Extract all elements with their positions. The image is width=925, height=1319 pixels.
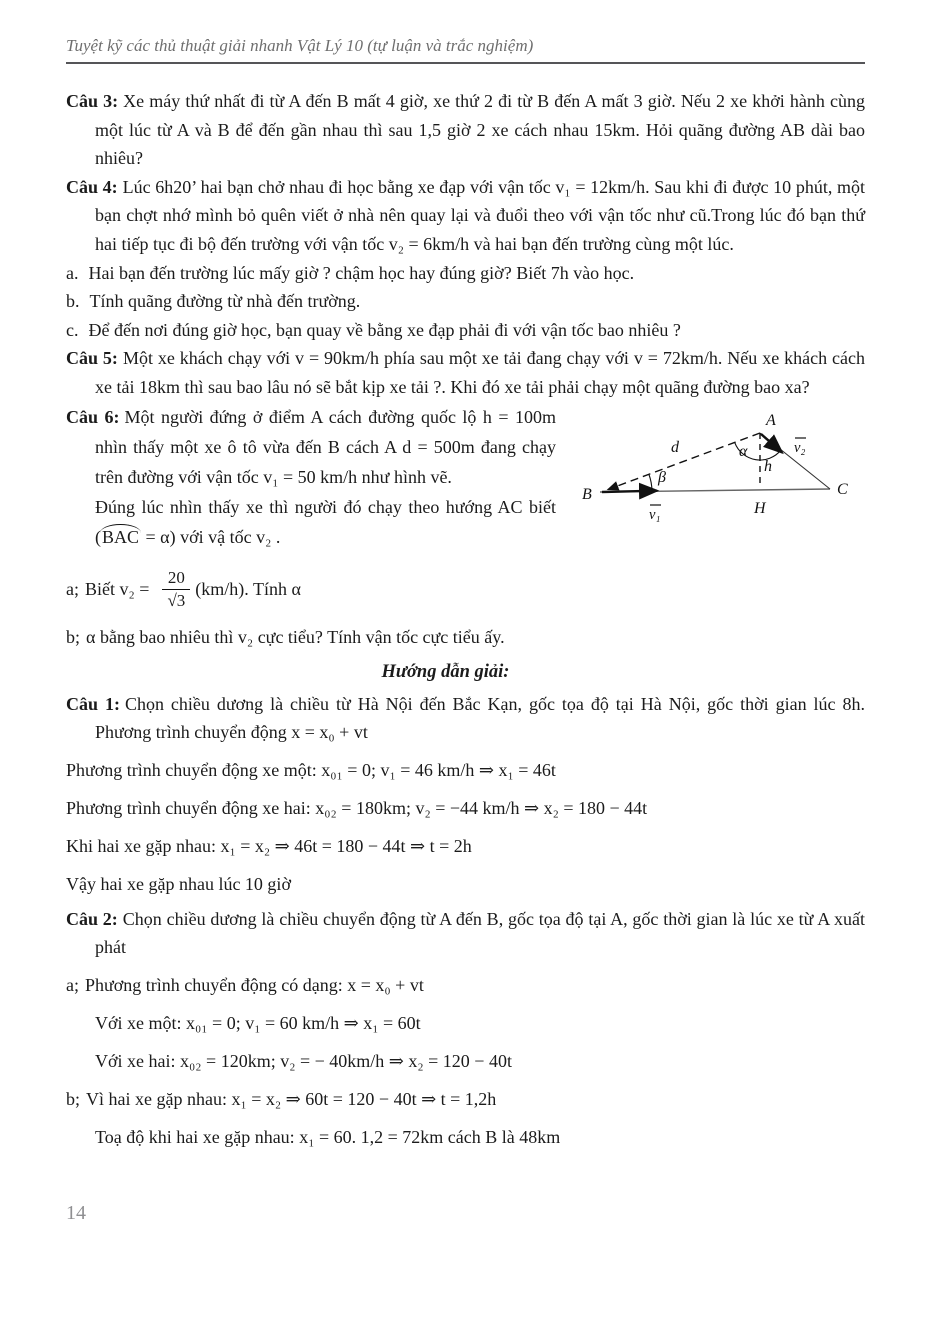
list-item-b <box>66 287 865 316</box>
problem-cau6-text1: Một người đứng ở điểm A cách đường quốc lộ h = 100m nhìn thấy một xe ô tô vừa đến B cách A d = 500m đang chạy trên đường với vận tốc v₁ = 50 km/h như hình vẽ. <box>95 406 556 487</box>
solution-cau2-label: Câu 2: <box>66 908 118 929</box>
figure-label-b: B <box>582 485 592 503</box>
cau6-question-b-text: α bằng bao nhiêu thì v₂ cực tiểu? Tính vận tốc cực tiểu ấy. <box>86 626 505 647</box>
figure-label-beta: β <box>658 468 666 486</box>
solution-cau2-b-text: Vì hai xe gặp nhau: x₁ = x₂ ⇒ 60t = 120 − 40t ⇒ t = 1,2h <box>86 1088 497 1109</box>
solution-cau1-line3: Khi hai xe gặp nhau: x₁ = x₂ ⇒ 46t = 180 − 44t ⇒ t = 2h <box>66 835 472 856</box>
cau6-text2-post: = α) với vậ tốc v₂ . <box>145 526 281 547</box>
solution-cau2-b <box>66 1085 865 1114</box>
page-content <box>66 0 865 1152</box>
list-item-a-marker: a. <box>66 262 79 283</box>
list-item-b-marker: b. <box>66 291 80 312</box>
cau6-question-a-post: (km/h). Tính α <box>195 579 301 600</box>
list-item-c-text: Để đến nơi đúng giờ học, bạn quay về bằng xe đạp phải đi với vận tốc bao nhiêu ? <box>88 319 681 340</box>
solution-cau1 <box>66 690 865 747</box>
solution-cau2-coord: Toạ độ khi hai xe gặp nhau: x₁ = 60. 1,2 = 72km cách B là 48km <box>95 1126 561 1147</box>
cau6-question-a <box>66 561 865 619</box>
problem-cau3 <box>66 87 865 173</box>
problem-cau5 <box>66 344 865 401</box>
figure-label-d: d <box>671 438 679 456</box>
list-item-c <box>66 316 865 345</box>
solution-heading: Hướng dẫn giải: <box>381 661 510 682</box>
problem-cau3-label: Câu 3: <box>66 91 119 111</box>
figure-label-v2: v₂ <box>794 439 806 456</box>
list-item-a <box>66 259 865 288</box>
solution-cau1-label: Câu 1: <box>66 693 120 714</box>
figure-vector-v2 <box>761 434 782 453</box>
page-number: 14 <box>66 1202 86 1224</box>
list-item-b-text: Tính quãng đường từ nhà đến trường. <box>89 291 361 312</box>
problem-cau6-block <box>66 402 865 552</box>
problem-cau4-label: Câu 4: <box>66 176 118 197</box>
cau6-question-a-marker: a; <box>66 579 79 600</box>
figure-cau6-diagram <box>558 408 865 536</box>
solution-cau1-line1: Phương trình chuyển động xe một: x₀₁ = 0; v₁ = 46 km/h ⇒ x₁ = 46t <box>66 759 556 780</box>
problem-cau6 <box>66 402 556 492</box>
figure-label-a: A <box>766 411 776 429</box>
problem-cau6-text2 <box>66 492 556 552</box>
solution-cau2-b-marker: b; <box>66 1088 81 1109</box>
solution-cau2-a-marker: a; <box>66 974 79 995</box>
figure-label-h-point: H <box>754 499 766 517</box>
problem-cau5-label: Câu 5: <box>66 348 118 369</box>
problem-cau4 <box>66 173 865 259</box>
fraction-numerator: 20 <box>167 568 185 588</box>
solution-cau1-line4: Vậy hai xe gặp nhau lúc 10 giờ <box>66 873 291 894</box>
figure-vector-v1 <box>602 490 657 491</box>
problem-cau6-label: Câu 6: <box>66 406 120 427</box>
cau6-question-b <box>66 623 865 652</box>
solution-cau2-xe2: Với xe hai: x₀₂ = 120km; v₂ = − 40km/h ⇒ x₂ = 120 − 40t <box>95 1050 512 1071</box>
solution-cau1-text: Chọn chiều dương là chiều từ Hà Nội đến Bắc Kạn, gốc tọa độ tại Hà Nội, gốc thời gian lúc 8h. Phương trình chuyển động x = x₀ + vt <box>95 693 865 743</box>
solution-cau2-xe1: Với xe một: x₀₁ = 0; v₁ = 60 km/h ⇒ x₁ = 60t <box>95 1012 421 1033</box>
solution-cau2 <box>66 905 865 962</box>
fraction-denominator: √3 <box>162 589 190 611</box>
solution-cau1-line2: Phương trình chuyển động xe hai: x₀₂ = 180km; v₂ = −44 km/h ⇒ x₂ = 180 − 44t <box>66 797 648 818</box>
figure-angle-beta-arc <box>649 474 652 491</box>
figure-label-c: C <box>837 480 848 498</box>
problem-cau4-text: Lúc 6h20’ hai bạn chở nhau đi học bằng xe đạp với vận tốc v₁ = 12km/h. Sau khi đi được 10 phút, một bạn chợt nhớ mình bỏ quên viết ở nhà nên quay lại và đuổi theo với vận tốc như cũ.Trong lúc đó bạn thứ hai tiếp tục đi bộ đến trường với vận tốc v₂ = 6km/h và hai bạn đến trường cùng một lúc. <box>95 176 865 254</box>
list-item-c-marker: c. <box>66 319 79 340</box>
cau6-text2-pre: Đúng lúc nhìn thấy xe thì người đó chạy theo hướng AC biết ( <box>95 496 556 547</box>
page-header-title: Tuyệt kỹ các thủ thuật giải nhanh Vật Lý 10 (tự luận và trắc nghiệm) <box>66 36 865 64</box>
figure-dashed-ab <box>608 433 760 490</box>
figure-label-v1: v₁ <box>649 506 661 523</box>
angle-bac-notation: BAC <box>102 526 140 547</box>
problem-cau3-text: Xe máy thứ nhất đi từ A đến B mất 4 giờ, xe thứ 2 đi từ B đến A mất 3 giờ. Nếu 2 xe khởi hành cùng một lúc từ A và B để đến gần nhau thì sau 1,5 giờ 2 xe cách nhau 15km. Hỏi quãng đường AB dài bao nhiêu? <box>95 91 865 169</box>
cau6-question-a-pre: Biết v₂ = <box>85 579 150 600</box>
problem-cau5-text: Một xe khách chạy với v = 90km/h phía sau một xe tải đang chạy với v = 72km/h. Nếu xe khách cách xe tải 18km thì sau bao lâu nó sẽ bắt kịp xe tải ?. Khi đó xe tải phải chạy một quãng đường bao xa? <box>95 348 865 397</box>
figure-label-alpha: α <box>739 442 748 460</box>
figure-label-h-height: h <box>764 457 772 475</box>
problem-cau6-text-column <box>66 402 556 552</box>
fraction-v2 <box>162 568 190 610</box>
cau6-question-b-marker: b; <box>66 626 81 647</box>
solution-cau2-text: Chọn chiều dương là chiều chuyển động từ A đến B, gốc tọa độ tại A, gốc thời gian là lúc xe từ A xuất phát <box>95 908 865 958</box>
solution-cau2-a-text: Phương trình chuyển động có dạng: x = x₀ + vt <box>85 974 424 995</box>
list-item-a-text: Hai bạn đến trường lúc mấy giờ ? chậm học hay đúng giờ? Biết 7h vào học. <box>88 262 635 283</box>
solution-cau2-a <box>66 971 865 1000</box>
